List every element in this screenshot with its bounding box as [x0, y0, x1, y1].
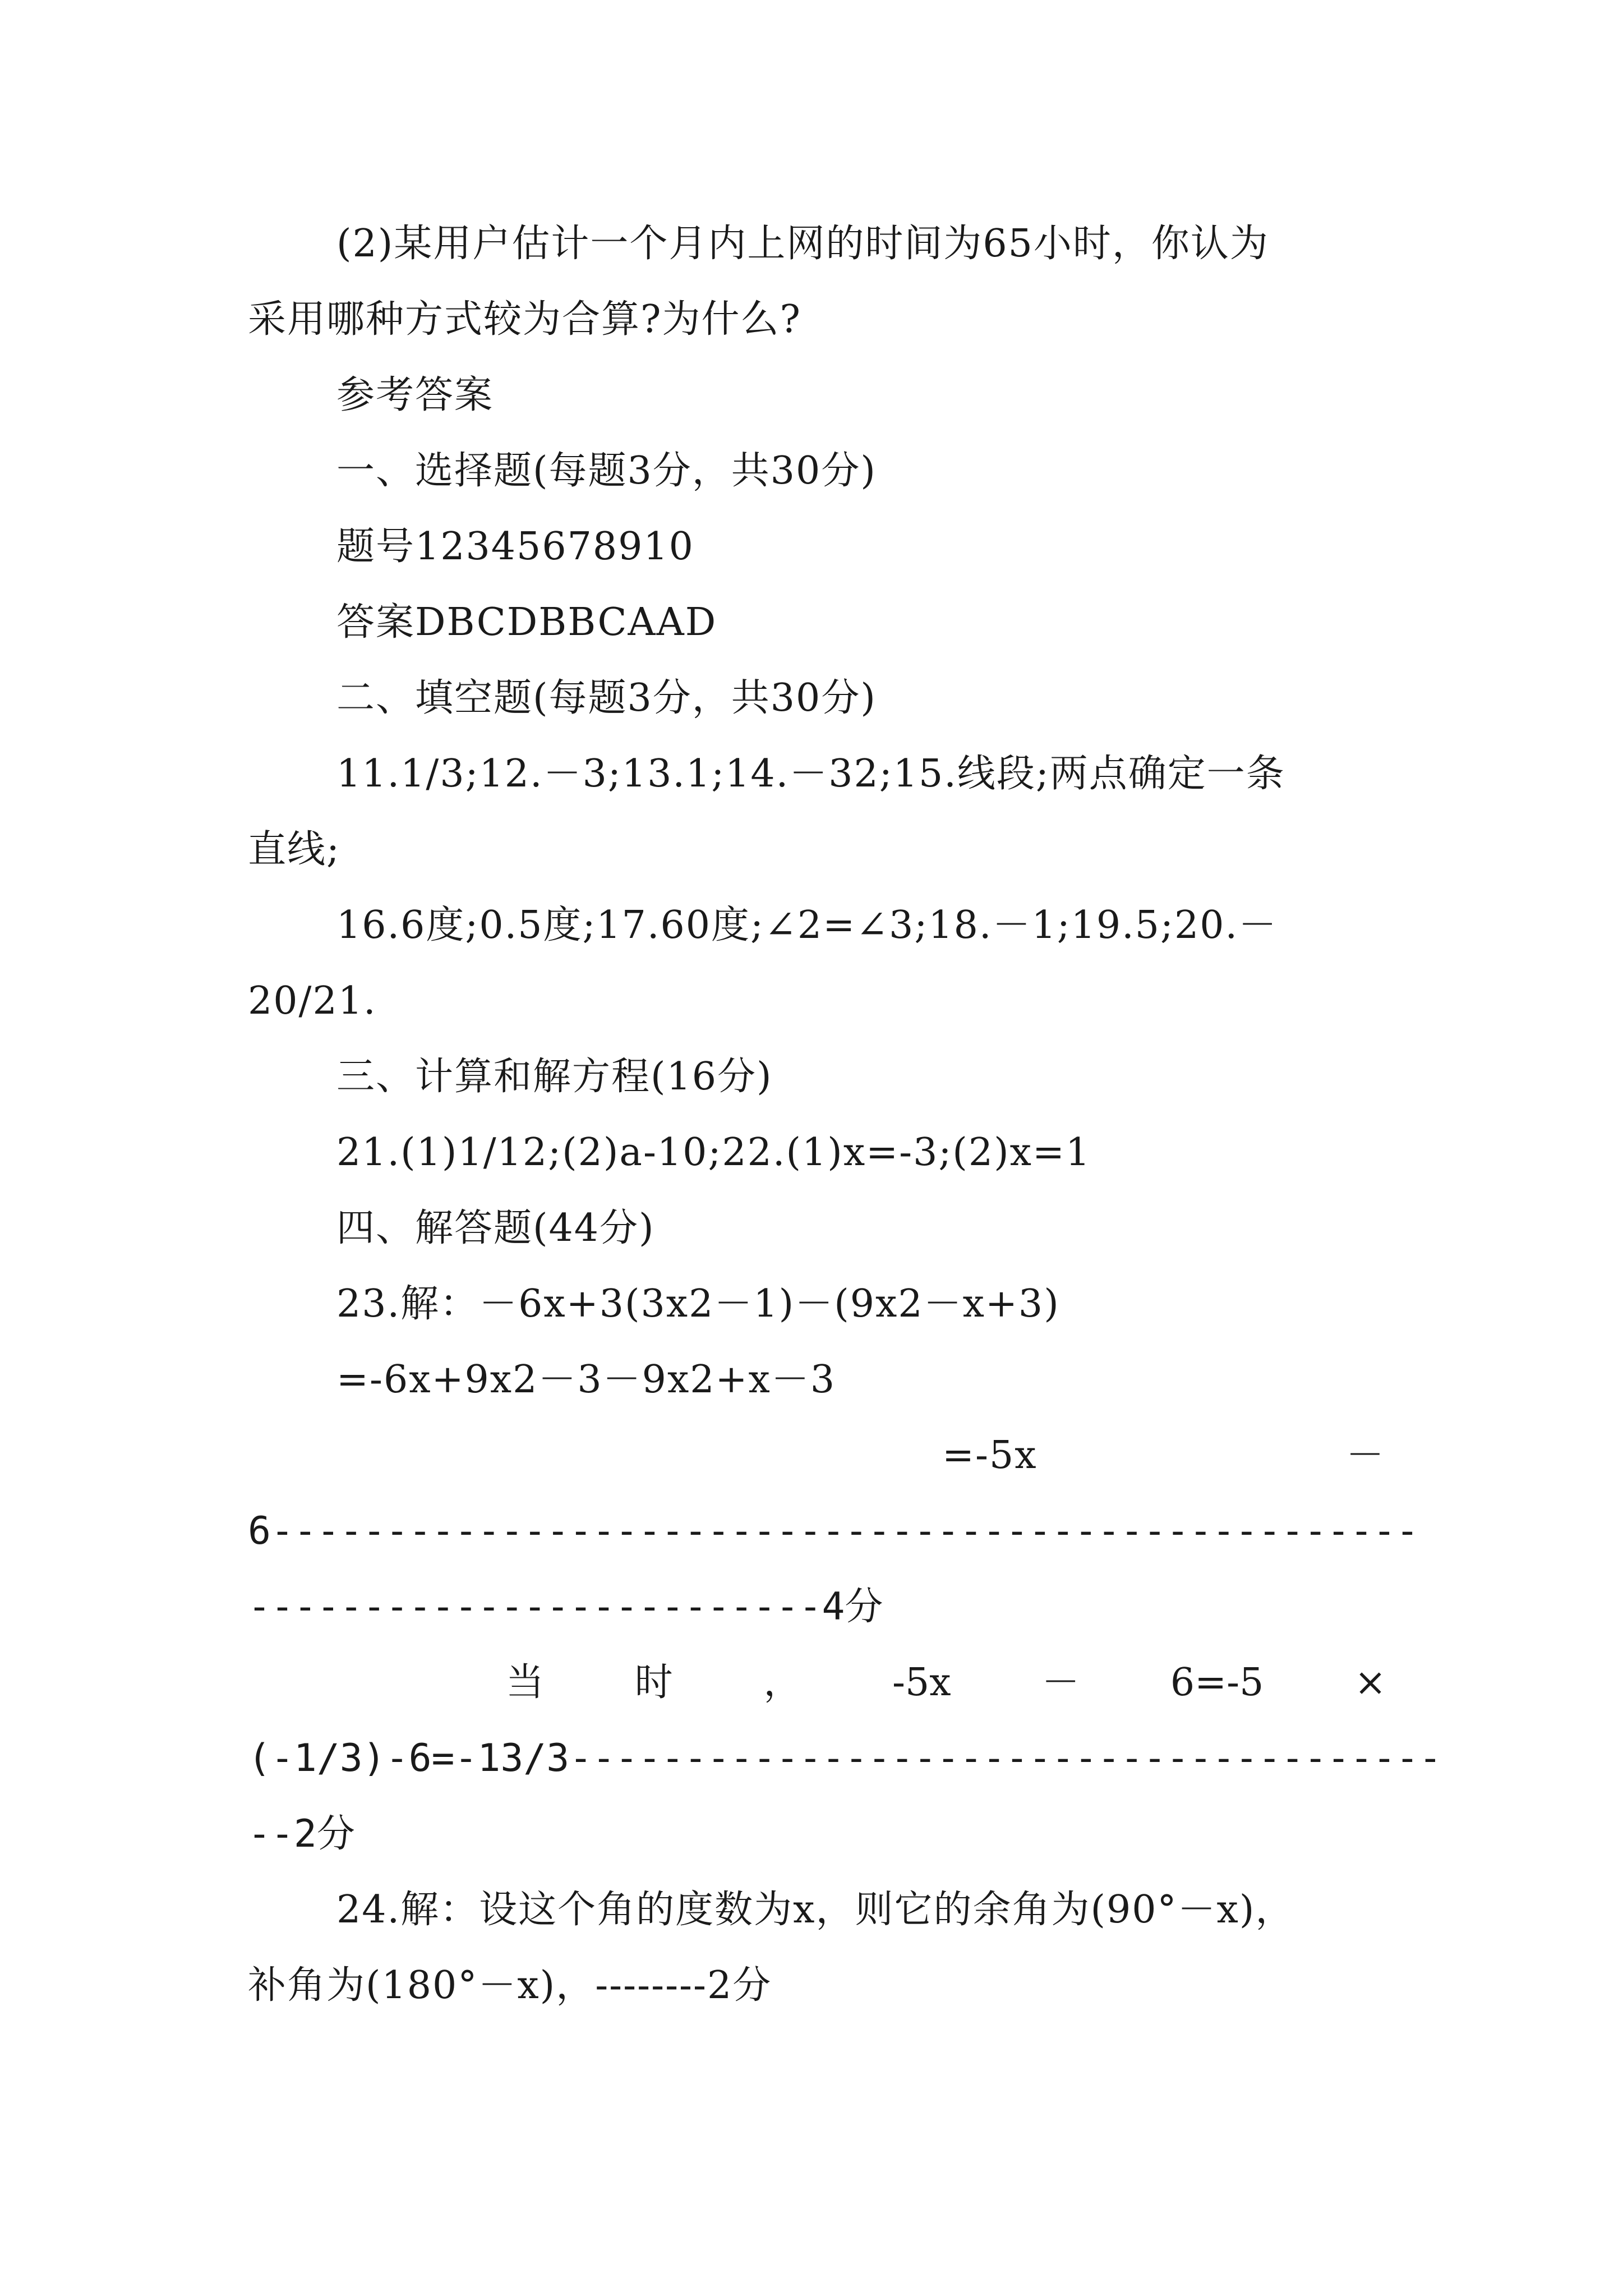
question-23-step-3-minus: －: [1346, 1433, 1386, 1478]
word-shi: 时: [634, 1660, 673, 1705]
question-23-step-3-expression: =-5x: [942, 1433, 1038, 1478]
expression-6-equals-minus-5: 6=-5: [1170, 1660, 1264, 1705]
question-2-text-line-1: (2)某用户估计一个月内上网的时间为65小时，你认为: [336, 222, 1269, 266]
section-4-heading: 四、解答题(44分): [336, 1206, 655, 1250]
times-sign: ×: [1354, 1660, 1386, 1705]
answer-key-heading: 参考答案: [336, 373, 494, 417]
question-23-dashed-line-2: -------------------------4分: [248, 1585, 883, 1629]
question-numbers-row: 题号12345678910: [336, 524, 694, 569]
answers-row: 答案DBCDBBCAAD: [336, 600, 717, 645]
fill-blank-answers-line-2: 直线;: [248, 827, 340, 872]
minus-sign: －: [1041, 1660, 1080, 1705]
fill-blank-answers-line-1: 11.1/3;12.－3;13.1;14.－32;15.线段;两点确定一条: [336, 752, 1285, 796]
question-24-line-1: 24.解：设这个角的度数为x，则它的余角为(90°－x)，: [336, 1888, 1295, 1932]
expression-minus-5x: -5x: [892, 1660, 951, 1705]
comma: ，: [763, 1660, 802, 1705]
word-dang: 当: [506, 1660, 545, 1705]
question-23-step-1: 23.解：－6x+3(3x2－1)－(9x2－x+3): [336, 1282, 1060, 1326]
section-3-heading: 三、计算和解方程(16分): [336, 1055, 773, 1099]
calculation-answers-line: 21.(1)1/12;(2)a-10;22.(1)x=-3;(2)x=1: [336, 1130, 1091, 1175]
question-23-step-2: =-6x+9x2－3－9x2+x－3: [336, 1358, 836, 1402]
question-2-text-line-2: 采用哪种方式较为合算?为什么?: [248, 297, 801, 342]
question-23-score-line: --2分: [248, 1812, 355, 1856]
section-1-heading: 一、选择题(每题3分，共30分): [336, 449, 877, 493]
section-2-heading: 二、填空题(每题3分，共30分): [336, 676, 877, 720]
fill-blank-answers-line-4: 20/21.: [248, 979, 377, 1023]
fill-blank-answers-line-3: 16.6度;0.5度;17.60度;∠2=∠3;18.－1;19.5;20.－: [336, 903, 1278, 947]
question-23-dashed-line-1: 6--------------------------------------------------: [248, 1509, 1419, 1553]
question-23-substitution-row: [248, 1660, 1386, 1705]
question-23-result-line: (-1/3)-6=-13/3--------------------------------------: [248, 1736, 1442, 1780]
question-24-line-2: 补角为(180°－x)，--------2分: [248, 1963, 772, 2008]
